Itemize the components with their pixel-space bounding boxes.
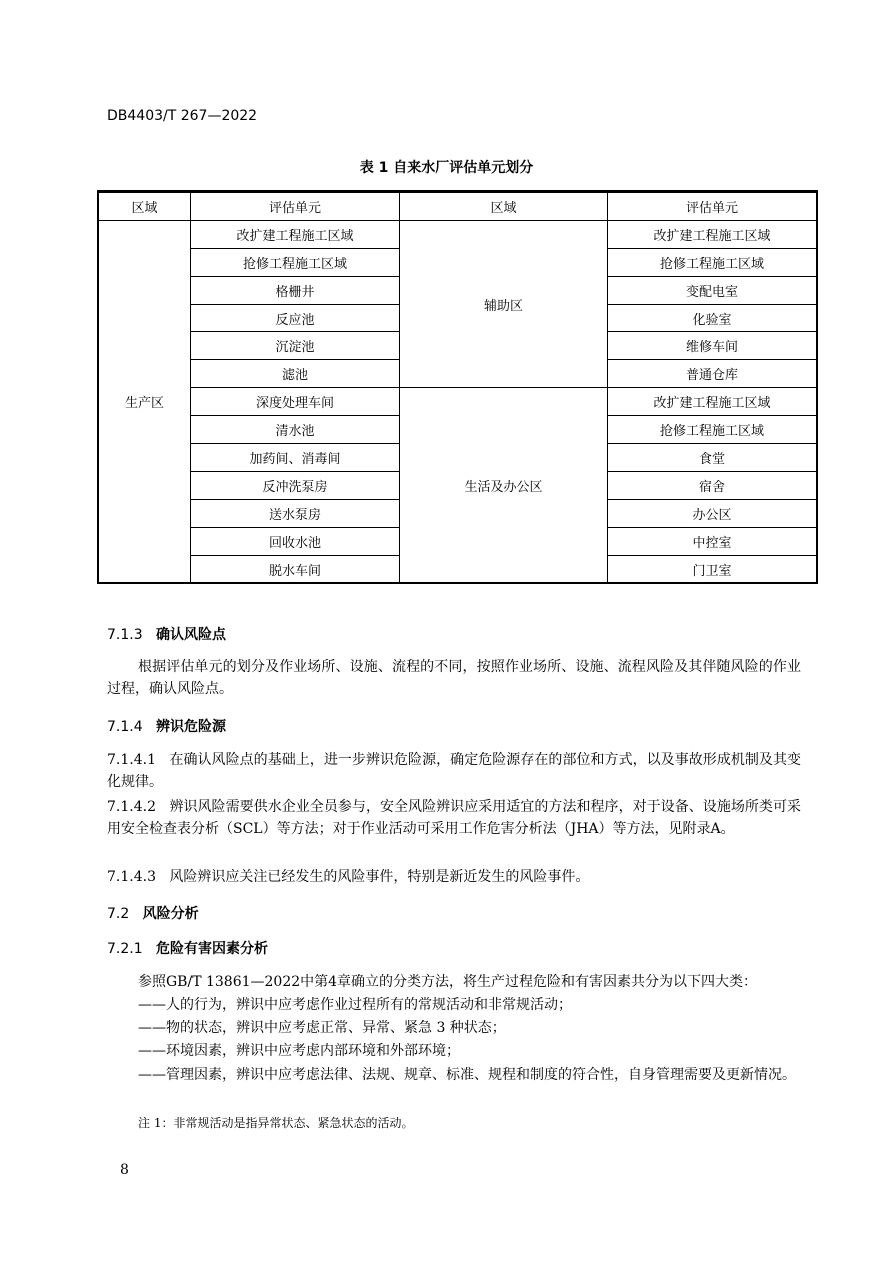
unit-cell: 沉淀池 bbox=[191, 332, 400, 360]
section-title: 辨识危险源 bbox=[155, 719, 226, 735]
page-number: 8 bbox=[120, 1162, 129, 1178]
unit-cell: 滤池 bbox=[191, 360, 400, 388]
section-7-2-1-heading bbox=[107, 938, 268, 958]
unit-cell: 清水池 bbox=[191, 416, 400, 444]
unit-cell: 反冲洗泵房 bbox=[191, 471, 400, 499]
section-number: 7.1.4 bbox=[107, 719, 143, 735]
clause-number: 7.1.4.1 bbox=[107, 752, 156, 768]
unit-cell: 门卫室 bbox=[608, 555, 817, 583]
section-title: 确认风险点 bbox=[155, 627, 226, 643]
header-cell: 评估单元 bbox=[191, 192, 400, 220]
unit-cell: 脱水车间 bbox=[191, 555, 400, 583]
unit-cell: 回收水池 bbox=[191, 527, 400, 555]
region-cell: 生活及办公区 bbox=[400, 388, 608, 583]
table-caption: 表 1 自来水厂评估单元划分 bbox=[359, 160, 534, 176]
unit-cell: 抢修工程施工区域 bbox=[191, 248, 400, 276]
unit-cell: 改扩建工程施工区域 bbox=[608, 220, 817, 248]
list-item: ——物的状态，辨识中应考虑正常、异常、紧急 3 种状态； bbox=[138, 1020, 506, 1036]
list-item: ——管理因素，辨识中应考虑法律、法规、规章、标准、规程和制度的符合性，自身管理需要及更新情况。 bbox=[138, 1067, 796, 1083]
region-cell: 辅助区 bbox=[400, 220, 608, 387]
clause-7-1-4-3 bbox=[107, 866, 801, 888]
clause-text: 在确认风险点的基础上，进一步辨识危险源，确定危险源存在的部位和方式，以及事故形成机制及其变化规律。 bbox=[107, 752, 802, 790]
list-item: ——环境因素，辨识中应考虑内部环境和外部环境； bbox=[138, 1043, 460, 1059]
table-row bbox=[99, 388, 817, 416]
unit-cell: 改扩建工程施工区域 bbox=[608, 388, 817, 416]
section-title: 风险分析 bbox=[142, 906, 199, 922]
unit-cell: 中控室 bbox=[608, 527, 817, 555]
unit-cell: 维修车间 bbox=[608, 332, 817, 360]
unit-cell: 改扩建工程施工区域 bbox=[191, 220, 400, 248]
unit-cell: 格栅井 bbox=[191, 276, 400, 304]
header-cell: 评估单元 bbox=[608, 192, 817, 220]
clause-number: 7.1.4.2 bbox=[107, 799, 156, 815]
unit-cell: 食堂 bbox=[608, 444, 817, 472]
unit-cell: 抢修工程施工区域 bbox=[608, 416, 817, 444]
unit-cell: 普通仓库 bbox=[608, 360, 817, 388]
document-header: DB4403/T 267—2022 bbox=[107, 108, 258, 124]
clause-text: 辨识风险需要供水企业全员参与，安全风险辨识应采用适宜的方法和程序，对于设备、设施场所类可采用安全检查表分析（SCL）等方法；对于作业活动可采用工作危害分析法（JHA）等方法，见附录A。 bbox=[107, 799, 802, 837]
unit-cell: 抢修工程施工区域 bbox=[608, 248, 817, 276]
unit-cell: 化验室 bbox=[608, 304, 817, 332]
unit-cell: 宿舍 bbox=[608, 471, 817, 499]
region-cell: 生产区 bbox=[99, 220, 191, 583]
unit-cell: 加药间、消毒间 bbox=[191, 444, 400, 472]
table-header-row bbox=[99, 192, 817, 220]
section-7-1-3-text: 根据评估单元的划分及作业场所、设施、流程的不同，按照作业场所、设施、流程风险及其伴随风险的作业过程，确认风险点。 bbox=[107, 659, 801, 697]
unit-cell: 反应池 bbox=[191, 304, 400, 332]
section-number: 7.1.3 bbox=[107, 627, 143, 643]
table-row bbox=[99, 220, 817, 248]
note: 注 1：非常规活动是指异常状态、紧急状态的活动。 bbox=[138, 1116, 414, 1130]
section-7-1-4-heading bbox=[107, 716, 226, 736]
header-cell: 区域 bbox=[400, 192, 608, 220]
list-item: ——人的行为，辨识中应考虑作业过程所有的常规活动和非常规活动； bbox=[138, 997, 572, 1013]
section-7-2-heading bbox=[107, 903, 199, 923]
clause-text: 风险辨识应关注已经发生的风险事件，特别是新近发生的风险事件。 bbox=[169, 869, 590, 885]
section-number: 7.2 bbox=[107, 906, 130, 922]
evaluation-unit-table bbox=[98, 191, 817, 583]
clause-7-1-4-2 bbox=[107, 796, 801, 840]
unit-cell: 办公区 bbox=[608, 499, 817, 527]
unit-cell: 变配电室 bbox=[608, 276, 817, 304]
unit-cell: 送水泵房 bbox=[191, 499, 400, 527]
section-7-2-1-intro: 参照GB/T 13861—2022中第4章确立的分类方法，将生产过程危险和有害因素共分为以下四大类： bbox=[138, 974, 758, 990]
clause-number: 7.1.4.3 bbox=[107, 869, 156, 885]
section-number: 7.2.1 bbox=[107, 941, 143, 957]
section-7-1-3-heading bbox=[107, 624, 226, 644]
header-cell: 区域 bbox=[99, 192, 191, 220]
clause-7-1-4-1 bbox=[107, 749, 801, 793]
unit-cell: 深度处理车间 bbox=[191, 388, 400, 416]
section-title: 危险有害因素分析 bbox=[155, 941, 268, 957]
